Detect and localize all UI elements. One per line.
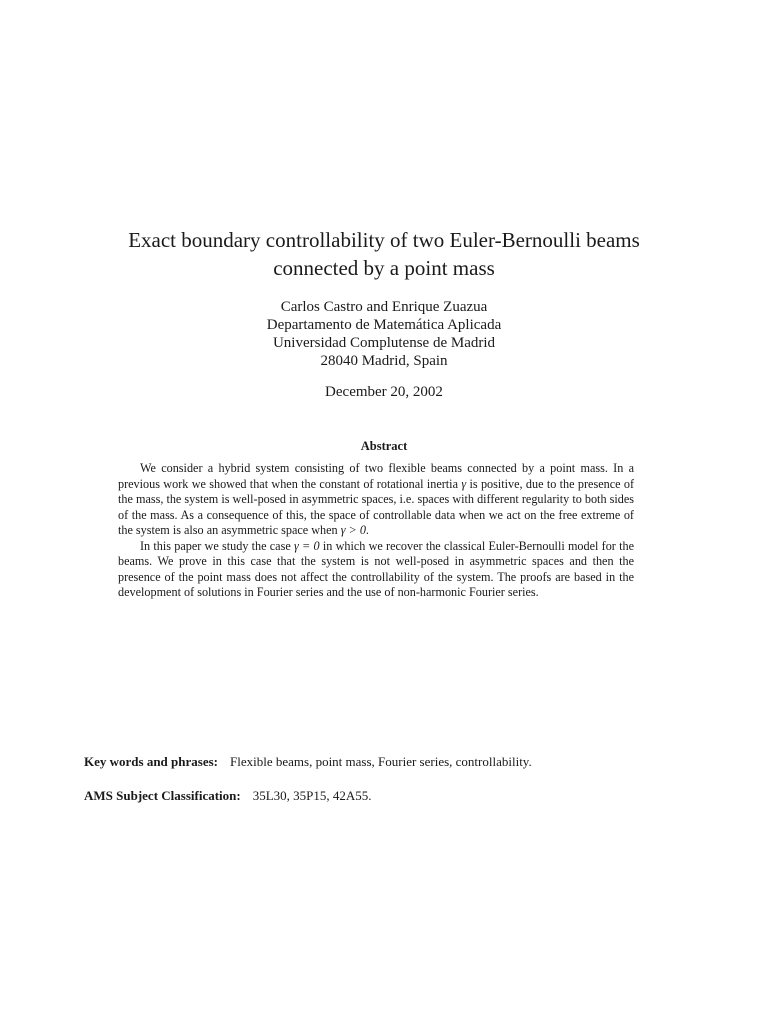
abstract-p1-text-a: We consider a hybrid system consisting of two flexible beams connected by a point mass. In a previous work we showed that when the constant of rotational inertia xyxy=(118,461,634,491)
ams-classification-value: 35L30, 35P15, 42A55. xyxy=(252,788,372,803)
title-line-1: Exact boundary controllability of two Euler-Bernoulli beams xyxy=(128,228,640,252)
author-university: Universidad Complutense de Madrid xyxy=(272,335,496,351)
gamma-zero-condition: γ = 0 xyxy=(294,538,320,553)
author-address: 28040 Madrid, Spain xyxy=(320,353,448,369)
abstract-heading: Abstract xyxy=(360,439,408,453)
ams-classification-label: AMS Subject Classification: xyxy=(84,788,241,803)
gamma-condition: γ > 0 xyxy=(340,523,366,537)
gamma-symbol: γ xyxy=(461,476,467,491)
author-department: Departamento de Matemática Aplicada xyxy=(266,317,502,333)
paper-title xyxy=(60,226,708,282)
paper-date: December 20, 2002 xyxy=(325,384,443,400)
keywords-row xyxy=(84,754,724,770)
author-block xyxy=(160,298,608,370)
keywords-value: Flexible beams, point mass, Fourier series, controllability. xyxy=(230,754,532,769)
abstract-p2-text-a: In this paper we study the case xyxy=(140,538,294,553)
ams-classification-row xyxy=(84,788,724,804)
abstract-p1-text-b: is positive, due to the presence of the mass, the system is well-posed in asymmetric spaces, i.e. spaces with different regularity to both sides of the mass. As a consequence of this, the space of controllable data when we act on the free extreme of the system is also an asymmetric space when xyxy=(118,476,634,537)
abstract-p2-text-b: in which we recover the classical Euler-Bernoulli model for the beams. We prove in this case that the system is not well-posed in asymmetric spaces and then the presence of the point mass does not affect the controllability of the system. The proofs are based in the development of solutions in Fourier series and the use of non-harmonic Fourier series. xyxy=(118,538,634,599)
abstract-paragraph-1 xyxy=(118,461,634,539)
title-line-2: connected by a point mass xyxy=(273,256,495,280)
abstract-p1-text-c: . xyxy=(365,523,369,537)
abstract-paragraph-2 xyxy=(118,539,634,601)
author-names: Carlos Castro and Enrique Zuazua xyxy=(280,299,488,315)
keywords-label: Key words and phrases: xyxy=(84,754,218,769)
abstract-body xyxy=(118,461,634,601)
